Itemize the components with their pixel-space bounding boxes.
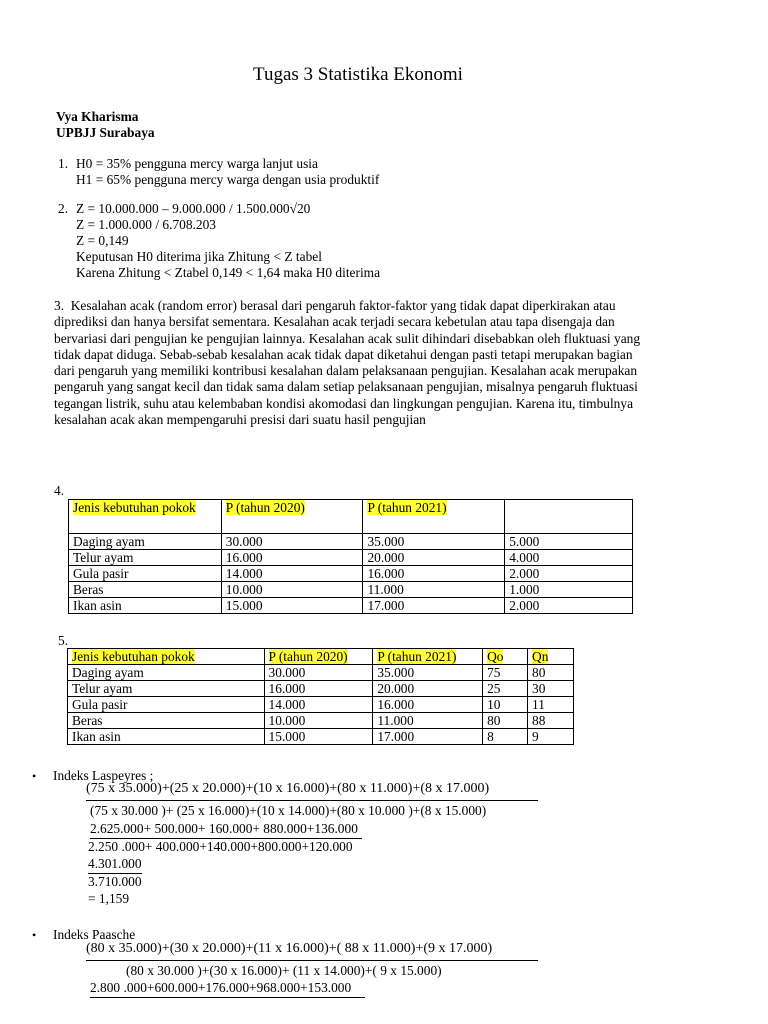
table-row: Beras 10.000 11.000 1.000 <box>69 582 633 598</box>
laspeyres-bullet: • <box>32 769 37 783</box>
author-unit: UPBJJ Surabaya <box>56 125 155 140</box>
q5-header-qo: Qo <box>487 649 504 664</box>
q4-header-p2021: P (tahun 2021) <box>367 500 447 515</box>
q2-number: 2. <box>58 201 69 216</box>
table-row: Beras 10.000 11.000 80 88 <box>68 713 574 729</box>
q5-header-p2021: P (tahun 2021) <box>377 649 457 664</box>
paasche-bullet: • <box>32 928 37 942</box>
table-row: Ikan asin 15.000 17.000 2.000 <box>69 598 633 614</box>
q2-line-3: Z = 0,149 <box>76 233 129 248</box>
laspeyres-result: = 1,159 <box>88 891 130 906</box>
paasche-denominator: (80 x 30.000 )+(30 x 16.000)+ (11 x 14.000)+( 9 x 15.000) <box>126 963 442 978</box>
table-row: Daging ayam 30.000 35.000 5.000 <box>69 534 633 550</box>
table-row: Gula pasir 14.000 16.000 10 11 <box>68 697 574 713</box>
q4-header-item: Jenis kebutuhan pokok <box>73 500 196 515</box>
paasche-numerator: (80 x 35.000)+(30 x 20.000)+(11 x 16.000)+( 88 x 11.000)+(9 x 17.000) <box>86 941 493 956</box>
table-header-row <box>68 649 574 665</box>
table-row: Telur ayam 16.000 20.000 4.000 <box>69 550 633 566</box>
q5-header-qn: Qn <box>532 649 549 664</box>
q3-text: Kesalahan acak (random error) berasal dari pengaruh faktor-faktor yang tidak dapat diperkirakan atau diprediksi dan hanya bersifat sementara. Kesalahan acak terjadi secara kebetulan atau tapa disengaja dan bervariasi dari pengujian ke pengujian lainnya. Kesalahan acak sulit dihindari disebabkan oleh fluktuasi yang tidak dapat diduga. Sebab-sebab kesalahan acak tidak dapat diketahui dengan pasti tetapi merupakan bagian dari pengaruh yang memiliki kontribusi kesalahan dalam pelaksanaan pengujian. Kesalahan acak merupakan pengaruh yang sangat kecil dan tidak sama dalam setiap pelaksanaan pengujian, misalnya pengaruh fluktuasi tegangan listrik, suhu atau kelembaban kondisi akomodasi dan lingkungan pengujian. Karena itu, timbulnya kesalahan acak akan mempengaruhi presisi dari suatu hasil pengujian <box>54 298 641 428</box>
q3-paragraph <box>54 298 644 428</box>
fraction-line <box>86 960 538 961</box>
table-row: Ikan asin 15.000 17.000 8 9 <box>68 729 574 745</box>
q5-header-p2020: P (tahun 2020) <box>268 649 348 664</box>
laspeyres-denominator-2: 2.250 .000+ 400.000+140.000+800.000+120.000 <box>88 839 353 854</box>
q2-line-5: Karena Zhitung < Ztabel 0,149 < 1,64 maka H0 diterima <box>76 265 381 280</box>
laspeyres-numerator-2: 2.625.000+ 500.000+ 160.000+ 880.000+136.000 <box>90 821 362 839</box>
q4-table <box>68 499 633 614</box>
q2-line-4: Keputusan H0 diterima jika Zhitung < Z tabel <box>76 249 322 264</box>
q5-table <box>67 648 574 745</box>
page-title: Tugas 3 Statistika Ekonomi <box>253 64 463 85</box>
table-row: Gula pasir 14.000 16.000 2.000 <box>69 566 633 582</box>
q4-header-p2020: P (tahun 2020) <box>225 500 305 515</box>
laspeyres-numerator: (75 x 35.000)+(25 x 20.000)+(10 x 16.000)+(80 x 11.000)+(8 x 17.000) <box>86 781 490 796</box>
q2-line-1: Z = 10.000.000 – 9.000.000 / 1.500.000√20 <box>76 201 311 216</box>
laspeyres-label: Indeks Laspeyres ; <box>53 768 154 783</box>
q5-number: 5. <box>58 633 69 648</box>
q3-number: 3. <box>54 298 65 313</box>
q5-header-item: Jenis kebutuhan pokok <box>72 649 195 664</box>
table-row: Daging ayam 30.000 35.000 75 80 <box>68 665 574 681</box>
laspeyres-numerator-3: 4.301.000 <box>88 856 142 874</box>
q1-line-2: H1 = 65% pengguna mercy warga dengan usia produktif <box>76 172 380 187</box>
laspeyres-denominator: (75 x 30.000 )+ (25 x 16.000)+(10 x 14.000)+(80 x 10.000 )+(8 x 15.000) <box>90 803 487 818</box>
fraction-line <box>86 800 538 801</box>
q4-number: 4. <box>54 483 65 498</box>
table-row: Telur ayam 16.000 20.000 25 30 <box>68 681 574 697</box>
q1-number: 1. <box>58 156 69 171</box>
laspeyres-denominator-3: 3.710.000 <box>88 874 142 889</box>
paasche-label: Indeks Paasche <box>53 927 136 942</box>
table-header-row <box>69 500 633 534</box>
q2-line-2: Z = 1.000.000 / 6.708.203 <box>76 217 216 232</box>
q1-line-1: H0 = 35% pengguna mercy warga lanjut usia <box>76 156 318 171</box>
q4-header-diff <box>505 500 633 534</box>
author-name: Vya Kharisma <box>56 109 139 124</box>
paasche-numerator-2: 2.800 .000+600.000+176.000+968.000+153.000 <box>90 980 365 998</box>
